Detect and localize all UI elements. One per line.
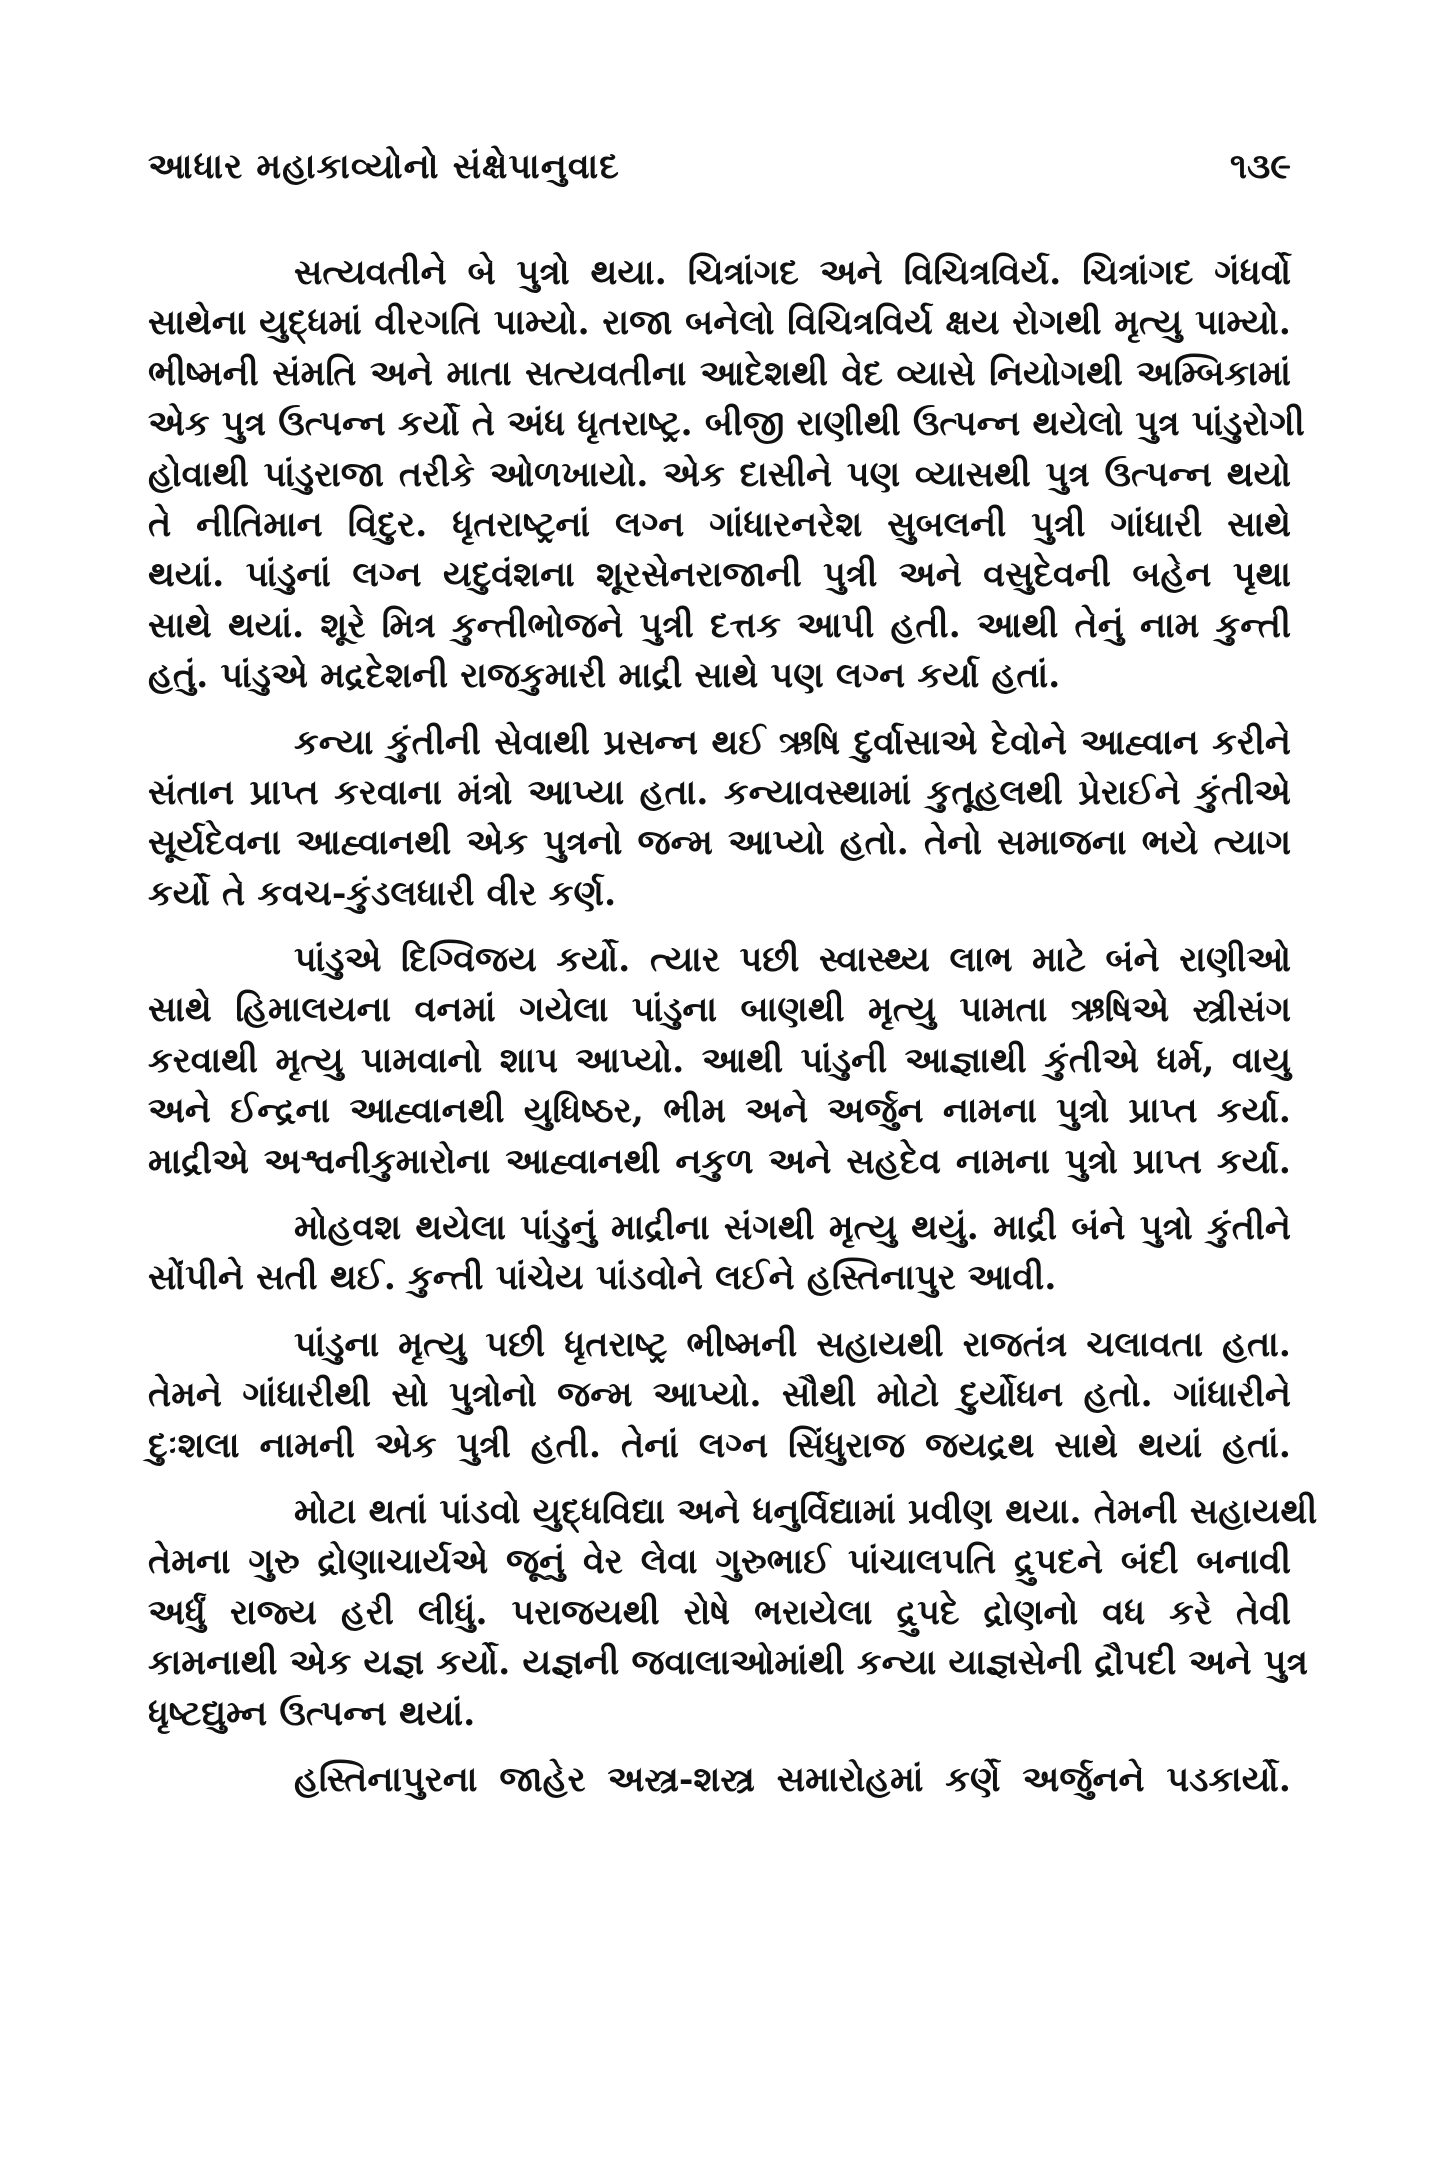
paragraph-1 <box>148 248 1305 702</box>
text-line: અને ઈન્દ્રના આહ્વાનથી યુધિષ્ઠર, ભીમ અને અર્જુન નામના પુત્રો પ્રાપ્ત કર્યા. <box>148 1090 1291 1132</box>
running-title: આધાર મહાકાવ્યોનો સંક્ષેપાનુવાદ <box>148 146 620 187</box>
text-line: એક પુત્ર ઉત્પન્ન કર્યો તે અંધ ધૃતરાષ્ટ્ર. બીજી રાણીથી ઉત્પન્ન થયેલો પુત્ર પાંડુરોગી <box>148 403 1305 445</box>
text-line: પાંડુએ દિગ્વિજય કર્યો. ત્યાર પછી સ્વાસ્થ્ય લાભ માટે બંને રાણીઓ <box>294 939 1291 981</box>
paragraph-6 <box>148 1487 1318 1739</box>
paragraph-5 <box>148 1320 1291 1471</box>
text-line: દુઃશલા નામની એક પુત્રી હતી. તેનાં લગ્ન સિંધુરાજ જયદ્રથ સાથે થયાં હતાં. <box>148 1424 1291 1466</box>
body-text <box>148 248 1318 1821</box>
text-line: મોટા થતાં પાંડવો યુદ્ધવિદ્યા અને ધનુર્વિદ્યામાં પ્રવીણ થયા. તેમની સહાયથી <box>294 1490 1318 1532</box>
text-line: કરવાથી મૃત્યુ પામવાનો શાપ આપ્યો. આથી પાંડુની આજ્ઞાથી કુંતીએ ધર્મ, વાયુ <box>148 1039 1291 1081</box>
text-line: સાથેના યુદ્ધમાં વીરગતિ પામ્યો. રાજા બનેલો વિચિત્રવિર્ય ક્ષય રોગથી મૃત્યુ પામ્યો. <box>148 302 1291 344</box>
text-line: કન્યા કુંતીની સેવાથી પ્રસન્ન થઈ ઋષિ દુર્વાસાએ દેવોને આહ્વાન કરીને <box>294 721 1291 763</box>
text-line: હતું. પાંડુએ મદ્રદેશની રાજકુમારી માદ્રી સાથે પણ લગ્ન કર્યા હતાં. <box>148 655 1061 697</box>
text-line: તે નીતિમાન વિદુર. ધૃતરાષ્ટ્રનાં લગ્ન ગાંધારનરેશ સુબલની પુત્રી ગાંધારી સાથે <box>148 503 1291 545</box>
text-line: કર્યો તે કવચ-કુંડલધારી વીર કર્ણ. <box>148 872 617 914</box>
paragraph-4 <box>148 1203 1291 1304</box>
text-line: પાંડુના મૃત્યુ પછી ધૃતરાષ્ટ્ર ભીષ્મની સહાયથી રાજતંત્ર ચલાવતા હતા. <box>294 1323 1291 1365</box>
paragraph-7 <box>148 1755 1291 1805</box>
text-line: અર્ધું રાજ્ય હરી લીધું. પરાજયથી રોષે ભરાયેલા દ્રુપદે દ્રોણનો વધ કરે તેવી <box>148 1591 1291 1633</box>
text-line: સાથે થયાં. શૂરે મિત્ર કુન્તીભોજને પુત્રી દત્તક આપી હતી. આથી તેનું નામ કુન્તી <box>148 604 1291 646</box>
text-line: કામનાથી એક યજ્ઞ કર્યો. યજ્ઞની જવાલાઓમાંથી કન્યા યાજ્ઞસેની દ્રૌપદી અને પુત્ર <box>148 1642 1308 1684</box>
text-line: માદ્રીએ અશ્વનીકુમારોના આહ્વાનથી નકુળ અને સહદેવ નામના પુત્રો પ્રાપ્ત કર્યા. <box>148 1140 1291 1182</box>
text-line: થયાં. પાંડુનાં લગ્ન યદુવંશના શૂરસેનરાજાની પુત્રી અને વસુદેવની બહેન પૃથા <box>148 554 1291 596</box>
text-line: સોંપીને સતી થઈ. કુન્તી પાંચેય પાંડવોને લઈને હસ્તિનાપુર આવી. <box>148 1257 1057 1299</box>
text-line: ભીષ્મની સંમતિ અને માતા સત્યવતીના આદેશથી વેદ વ્યાસે નિયોગથી અમ્બિકામાં <box>148 352 1291 394</box>
text-line: સૂર્યદેવના આહ્વાનથી એક પુત્રનો જન્મ આપ્યો હતો. તેનો સમાજના ભયે ત્યાગ <box>148 822 1291 864</box>
text-line: સંતાન પ્રાપ્ત કરવાના મંત્રો આપ્યા હતા. કન્યાવસ્થામાં કુતૂહલથી પ્રેરાઈને કુંતીએ <box>148 771 1291 813</box>
text-line: હસ્તિનાપુરના જાહેર અસ્ત્ર-શસ્ત્ર સમારોહમાં કર્ણે અર્જુનને પડકાર્યો. <box>294 1758 1291 1800</box>
paragraph-3 <box>148 935 1291 1187</box>
text-line: મોહવશ થયેલા પાંડુનું માદ્રીના સંગથી મૃત્યુ થયું. માદ્રી બંને પુત્રો કુંતીને <box>294 1207 1291 1249</box>
text-line: સત્યવતીને બે પુત્રો થયા. ચિત્રાંગદ અને વિચિત્રવિર્ય. ચિત્રાંગદ ગંધર્વો <box>294 252 1291 293</box>
text-line: તેમના ગુરુ દ્રોણાચાર્યએ જૂનું વેર લેવા ગુરુભાઈ પાંચાલપતિ દ્રુપદને બંદી બનાવી <box>148 1541 1291 1583</box>
page-number: ૧૩૯ <box>1229 146 1291 187</box>
text-line: ધૃષ્ટદ્યુમ્ન ઉત્પન્ન થયાં. <box>148 1692 476 1734</box>
text-line: તેમને ગાંધારીથી સો પુત્રોનો જન્મ આપ્યો. સૌથી મોટો દુર્યોધન હતો. ગાંધારીને <box>148 1374 1291 1416</box>
paragraph-2 <box>148 718 1291 920</box>
text-line: હોવાથી પાંડુરાજા તરીકે ઓળખાયો. એક દાસીને પણ વ્યાસથી પુત્ર ઉત્પન્ન થયો <box>148 453 1291 495</box>
text-line: સાથે હિમાલયના વનમાં ગયેલા પાંડુના બાણથી મૃત્યુ પામતા ઋષિએ સ્ત્રીસંગ <box>148 989 1291 1031</box>
